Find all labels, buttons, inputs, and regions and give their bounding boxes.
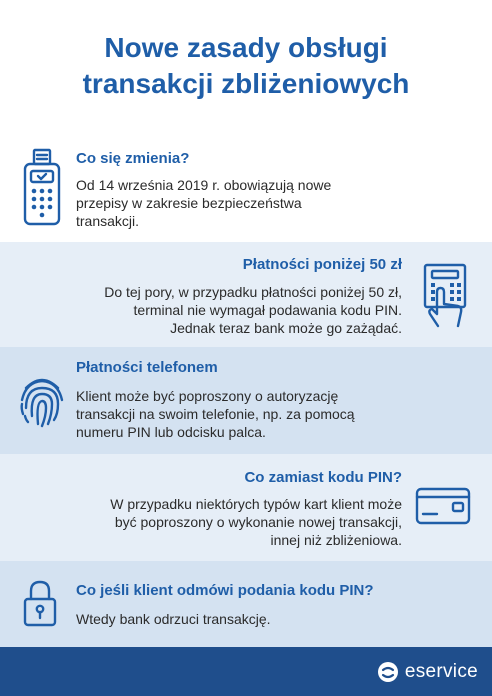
card-icon (415, 487, 471, 525)
section-heading: Co jeśli klient odmówi podania kodu PIN? (76, 582, 374, 599)
fingerprint-icon (18, 374, 66, 428)
footer (0, 647, 492, 696)
section-body-line: numeru PIN lub odcisku palca. (76, 424, 266, 440)
section-body-line: transakcji. (76, 213, 140, 229)
section-refuse-pin (0, 561, 492, 647)
padlock-icon (23, 579, 57, 627)
section-body (76, 387, 355, 441)
section-heading: Co zamiast kodu PIN? (244, 469, 402, 486)
section-body (104, 283, 402, 337)
section-payments-under-50 (0, 242, 492, 347)
section-phone-payments (0, 347, 492, 454)
section-body-line: przepisy w zakresie bezpieczeństwa (76, 195, 302, 211)
section-body (76, 176, 331, 230)
page-title-line-1: Nowe zasady obsługi (104, 32, 388, 63)
section-body (76, 610, 271, 628)
section-body-line: Klient może być poproszony o autoryzację (76, 388, 339, 404)
section-body-line: innej niż zbliżeniowa. (270, 532, 402, 548)
section-body-line: być poproszony o wykonanie nowej transakcji, (114, 514, 402, 530)
section-body-line: W przypadku niektórych typów kart klient może (110, 496, 402, 512)
section-body-line: Od 14 września 2019 r. obowiązują nowe (76, 177, 332, 193)
eservice-logo-icon (377, 661, 399, 683)
brand-name: eservice (404, 661, 478, 682)
section-body (110, 495, 402, 549)
section-body-line: transakcji na swoim telefonie, np. za pomocą (76, 406, 355, 422)
page-title-line-2: transakcji zbliżeniowych (82, 68, 410, 99)
payment-terminal-icon (22, 147, 62, 227)
section-heading: Płatności poniżej 50 zł (242, 256, 402, 273)
brand-logo (377, 661, 478, 683)
page-title (0, 30, 492, 102)
section-body-line: Do tej pory, w przypadku płatności poniżej 50 zł, (104, 284, 402, 300)
section-heading: Płatności telefonem (76, 359, 218, 376)
section-what-changes (0, 133, 492, 242)
keypad-hand-icon (420, 262, 470, 330)
section-body-line: Wtedy bank odrzuci transakcję. (76, 611, 271, 627)
section-body-line: Jednak teraz bank może go zażądać. (170, 320, 402, 336)
section-body-line: terminal nie wymagał podawania kodu PIN. (133, 302, 402, 318)
section-instead-of-pin (0, 454, 492, 561)
section-heading: Co się zmienia? (76, 150, 190, 167)
